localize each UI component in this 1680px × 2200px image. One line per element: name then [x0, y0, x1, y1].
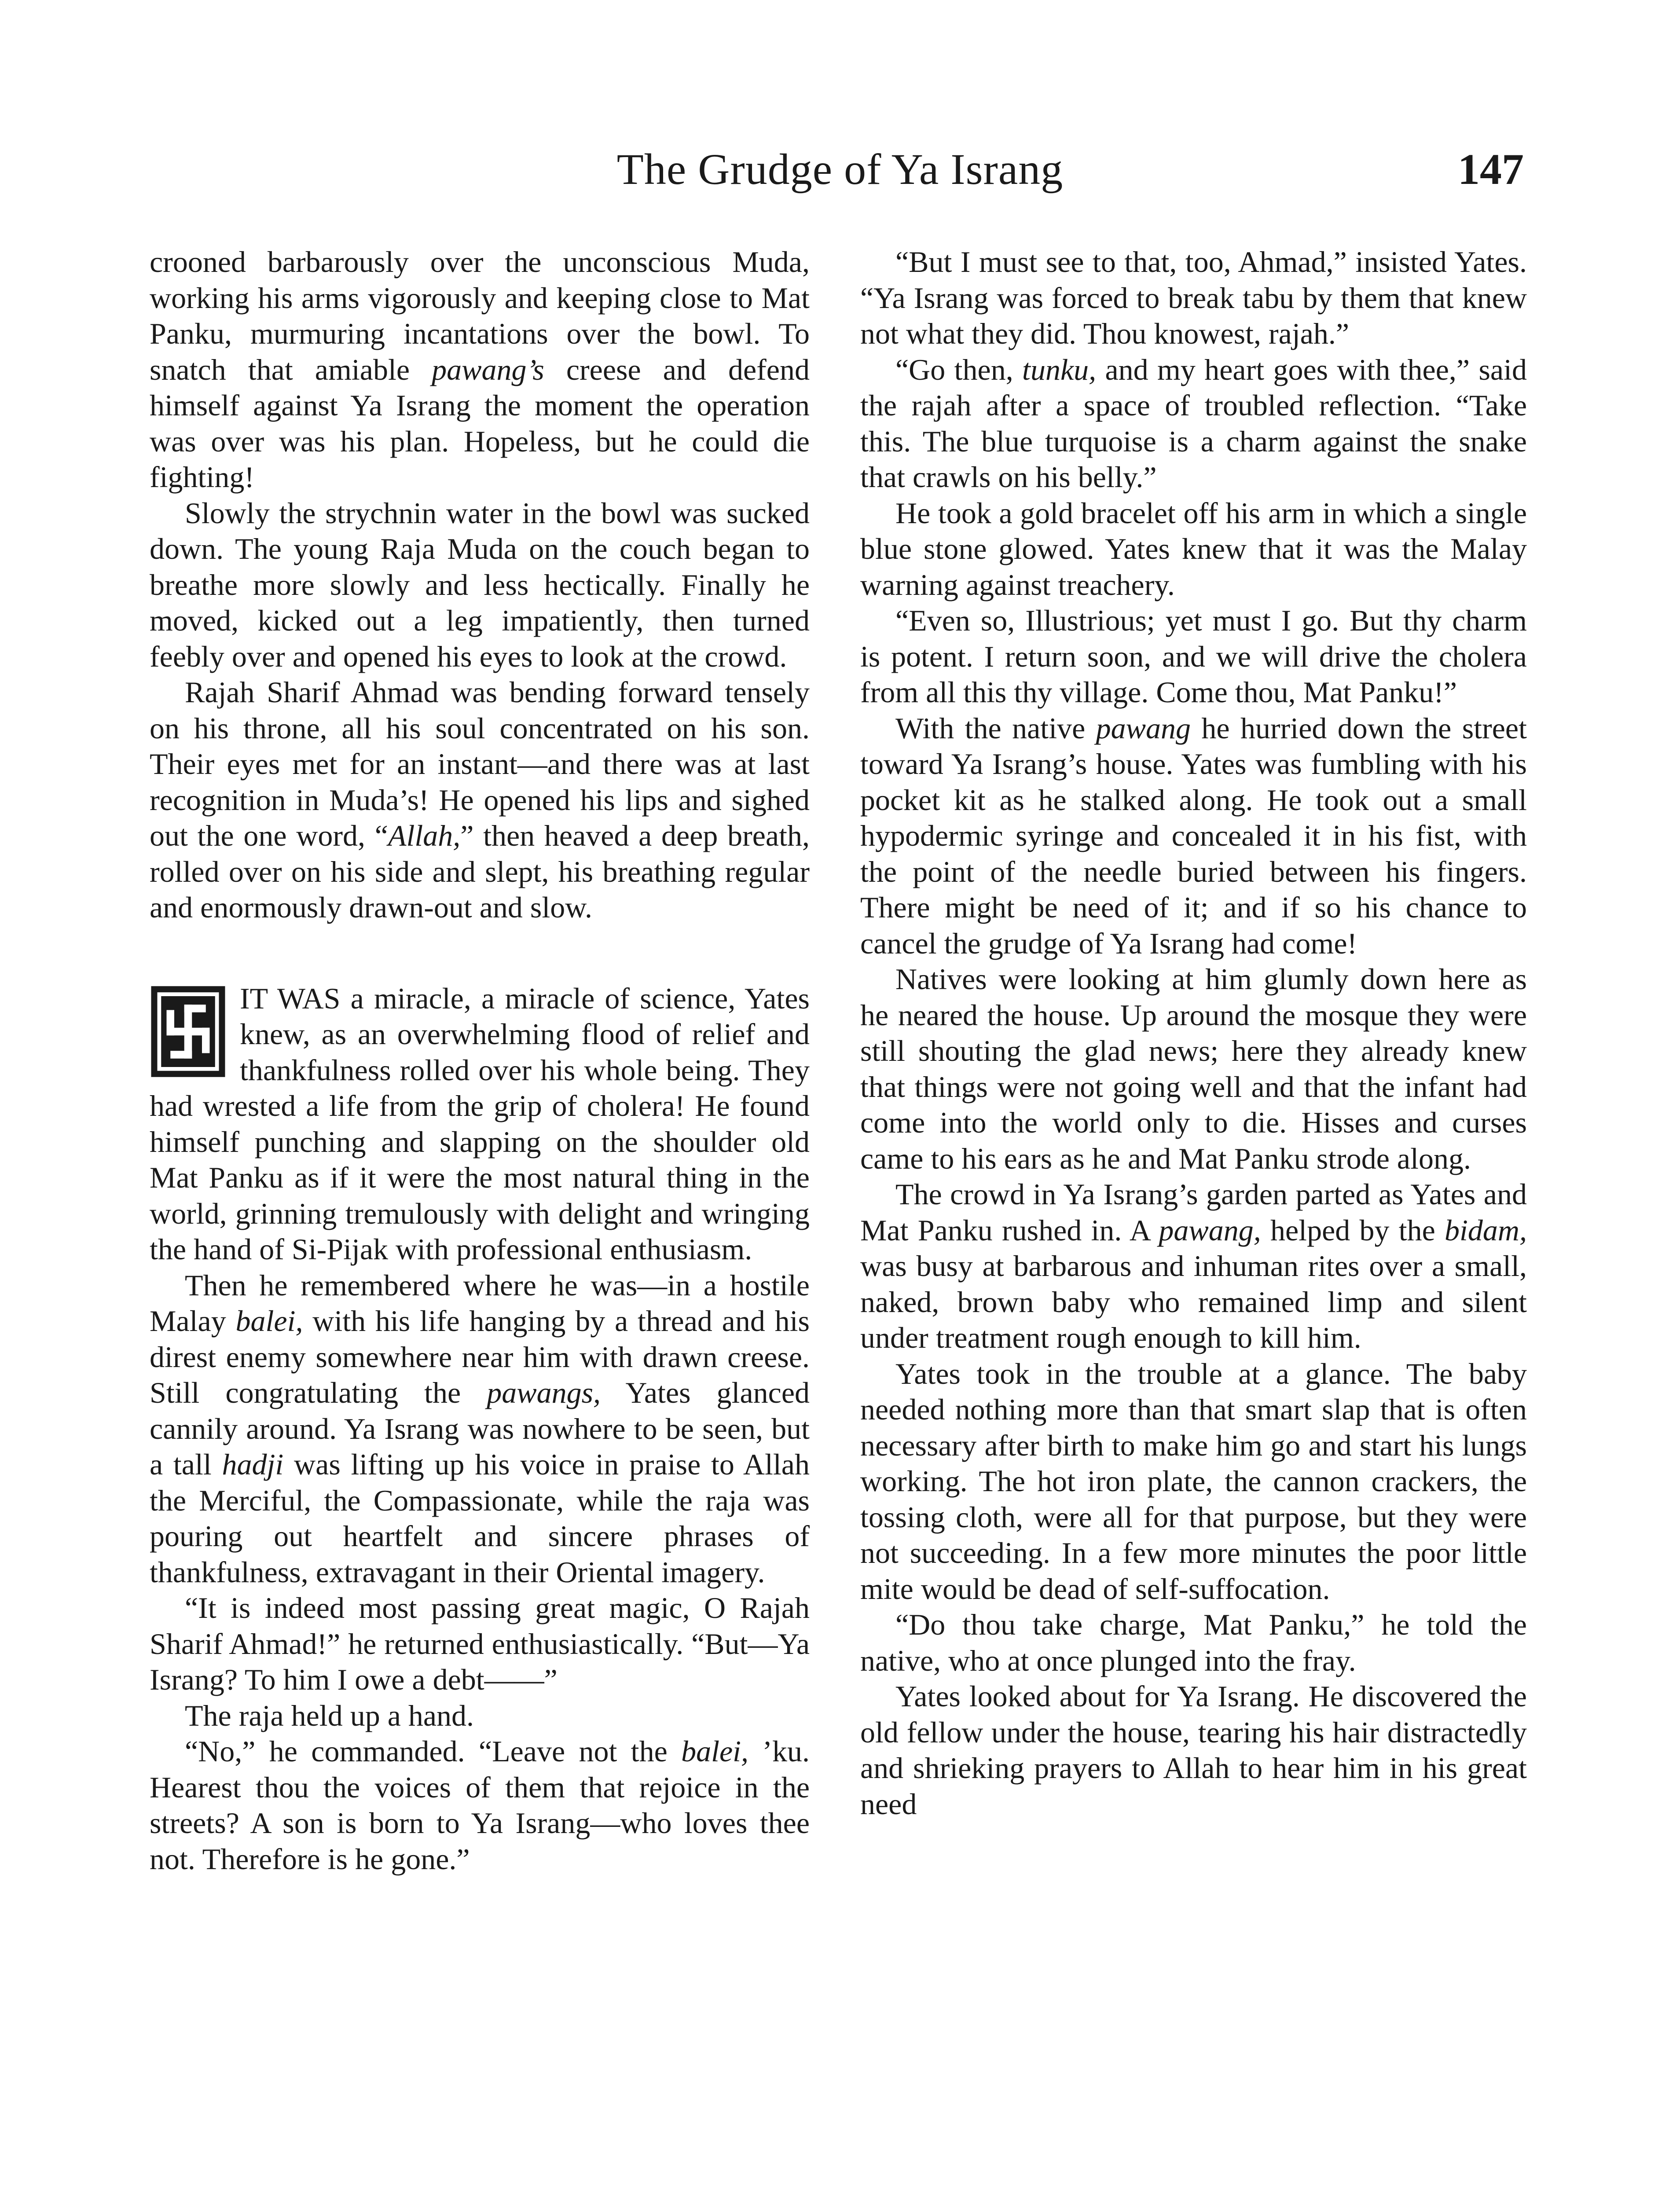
paragraph: “It is indeed most passing great magic, O Rajah Sharif Ahmad!” he returned enthusiastically. “But—Ya Israng? To him I owe a debt——” — [150, 1591, 810, 1696]
paragraph: Yates looked about for Ya Israng. He discovered the old fellow under the house, tearing his hair distractedly and shrieking prayers to Allah to hear him in his great need — [860, 1679, 1527, 1821]
page-number: 147 — [1458, 145, 1524, 194]
paragraph: He took a gold bracelet off his arm in which a single blue stone glowed. Yates knew that it was the Malay warning against treachery. — [860, 496, 1527, 601]
paragraph: Natives were looking at him glumly down here as he neared the house. Up around the mosque they were still shouting the glad news; here they already knew that things were not going well and that the infant had come into the world only to die. Hisses and curses came to his ears as he and Mat Panku strode along. — [860, 962, 1527, 1175]
paragraph: Rajah Sharif Ahmad was bending forward tensely on his throne, all his soul concentrated on his son. Their eyes met for an instant—and there was at last recognition in Muda’s! He opened his lips and sighed out the one word, “Allah,” then heaved a deep breath, rolled over on his side and slept, his breathing regular and enormously drawn-out and slow. — [150, 675, 810, 924]
paragraph: “Go then, tunku, and my heart goes with thee,” said the rajah after a space of troubled reflection. “Take this. The blue turquoise is a charm against the snake that crawls on his belly.” — [860, 352, 1527, 494]
paragraph: Slowly the strychnin water in the bowl was sucked down. The young Raja Muda on the couch began to breathe more slowly and less hectically. Finally he moved, kicked out a leg impatiently, then turned feebly over and opened his eyes to look at the crowd. — [150, 496, 810, 673]
right-column — [860, 244, 1527, 1822]
paragraph: “Even so, Illustrious; yet must I go. But thy charm is potent. I return soon, and we will drive the cholera from all this thy village. Come thou, Mat Panku!” — [860, 604, 1527, 709]
paragraph: With the native pawang he hurried down the street toward Ya Israng’s house. Yates was fumbling with his pocket kit as he stalked along. He took out a small hypodermic syringe and concealed it in his fist, with the point of the needle buried between his fingers. There might be need of it; and if so his chance to cancel the grudge of Ya Israng had come! — [860, 711, 1527, 960]
paragraph: “But I must see to that, too, Ahmad,” insisted Yates. “Ya Israng was forced to break tabu by them that knew not what they did. Thou knowest, rajah.” — [860, 245, 1527, 350]
paragraph: Yates took in the trouble at a glance. The baby needed nothing more than that smart slap that is often necessary after birth to make him go and start his lungs working. The hot iron plate, the cannon crackers, the tossing cloth, were all for that purpose, but they were not succeeding. In a few more minutes the poor little mite would be dead of self-suffocation. — [860, 1357, 1527, 1606]
running-header-title: The Grudge of Ya Israng — [616, 145, 1064, 194]
paragraph: The raja held up a hand. — [185, 1698, 474, 1732]
paragraph: “No,” he commanded. “Leave not the balei, ’ku. Hearest thou the voices of them that rejoice in the streets? A son is born to Ya Israng—who loves thee not. Therefore is he gone.” — [150, 1734, 810, 1876]
ornamental-initial-icon — [150, 984, 227, 1079]
paragraph: The crowd in Ya Israng’s garden parted as Yates and Mat Panku rushed in. A pawang, helped by the bidam, was busy at barbarous and inhuman rites over a small, naked, brown baby who remained limp and silent under treatment rough enough to kill him. — [860, 1177, 1527, 1354]
paragraph: Then he remembered where he was—in a hostile Malay balei, with his life hanging by a thread and his direst enemy somewhere near him with drawn creese. Still congratulating the pawangs, Yates glanced cannily around. Ya Israng was nowhere to be seen, but a tall hadji was lifting up his voice in praise to Allah the Merciful, the Compassionate, while the raja was pouring out heartfelt and sincere phrases of thankfulness, extravagant in their Oriental imagery. — [150, 1268, 810, 1589]
paragraph: crooned barbarously over the unconscious Muda, working his arms vigorously and keeping close to Mat Panku, murmuring incantations over the bowl. To snatch that amiable pawang’s creese and defend himself against Ya Israng the moment the operation was over was his plan. Hopeless, but he could die fighting! — [150, 245, 810, 494]
left-column — [150, 244, 810, 1877]
section-opening-paragraph: IT WAS a miracle, a miracle of science, Yates knew, as an overwhelming flood of relief and thankfulness rolled over his whole being. They had wrested a life from the grip of cholera! He found himself punching and slapping on the shoulder old Mat Panku as if it were the most natural thing in the world, grinning tremulously with delight and wringing the hand of Si-Pijak with professional enthusiasm. — [150, 981, 810, 1266]
paragraph: “Do thou take charge, Mat Panku,” he told the native, who at once plunged into the fray. — [860, 1608, 1527, 1677]
